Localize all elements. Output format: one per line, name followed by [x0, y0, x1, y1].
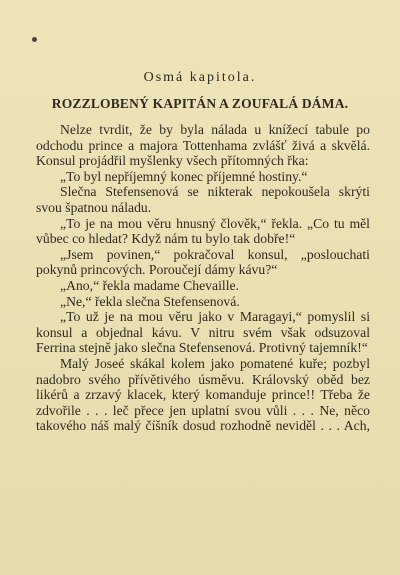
paragraph: „To byl nepříjemný konec příjemné hostiny.“ — [60, 168, 308, 184]
chapter-body — [36, 122, 370, 434]
chapter-title: ROZZLOBENÝ KAPITÁN A ZOUFALÁ DÁMA. — [51, 96, 349, 111]
paragraph: Nelze tvrdit, že by byla nálada u knížecí tabule po odchodu prince a majora Tottenhama zvlášť živá a skvělá. Konsul projádřil myšlenky všech přítomných řka: — [36, 122, 370, 169]
paragraph: „To je na mou věru hnusný člověk,“ řekla. „Co tu měl vůbec co hledat? Když nám tu bylo tak dobře!“ — [36, 215, 370, 247]
paragraph: „Jsem povinen,“ pokračoval konsul, „poslouchati pokynů princových. Poroučejí dámy kávu?“ — [36, 246, 370, 278]
paragraph: „To už je na mou věru jako v Maragayi,“ pomyslil si konsul a objednal kávu. V nitru svém však odsuzoval Ferrina stejně jako slečna Stefensenová. Protivný tajemník!“ — [36, 309, 370, 356]
paragraph: „Ano,“ řekla madame Chevaille. — [60, 277, 240, 293]
paragraph: Slečna Stefensenová se nikterak nepokoušela skrýti svou špatnou náladu. — [36, 184, 370, 215]
paragraph: Malý Joseé skákal kolem jako pomatené kuře; pozbyl nadobro svého přívětivého úsměvu. Královský oběd bez likérů a zrzavý klacek, který komanduje prince!! Třeba že zdvořile . . . leč přece jen uplatní svou vůli . . . Ne, něco takového náš malý číšník dosud rozhodně neviděl . . . Ach, — [36, 355, 370, 434]
ink-speck — [32, 37, 37, 42]
paragraph: „Ne,“ řekla slečna Stefensenová. — [60, 293, 240, 309]
chapter-heading: Osmá kapitola. — [143, 70, 257, 85]
